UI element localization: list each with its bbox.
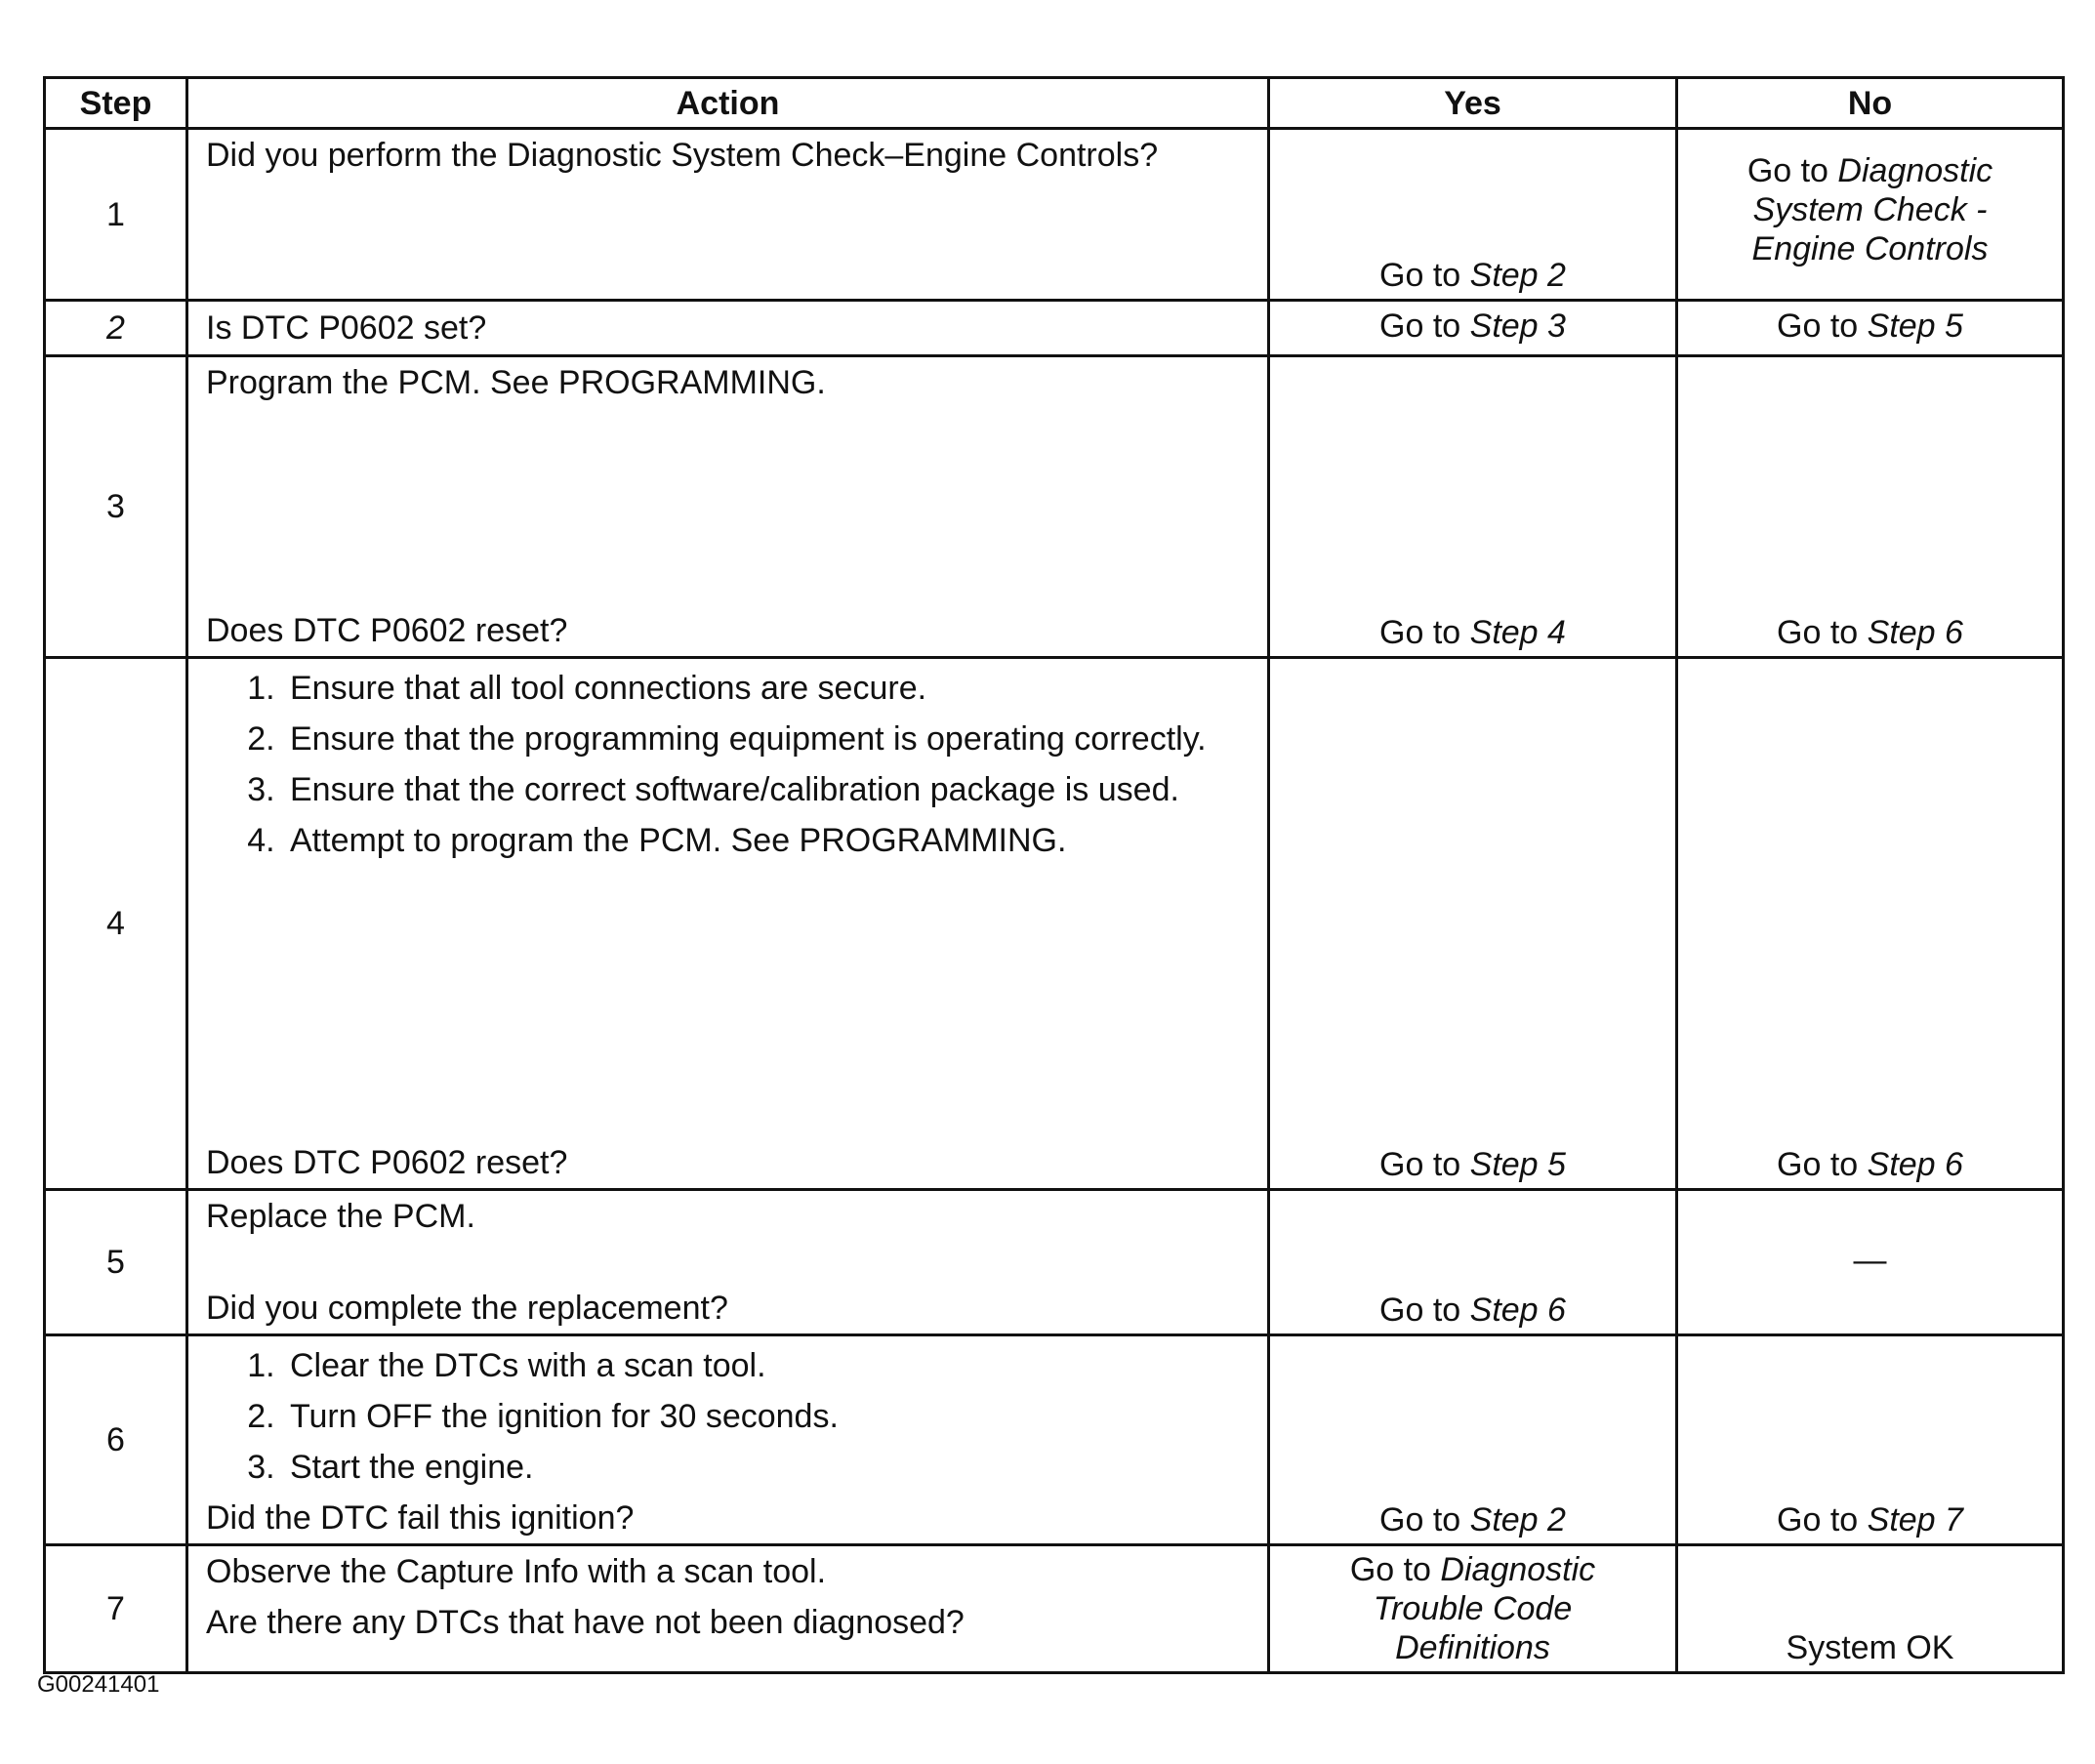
step-number: 4 [45,658,187,1190]
diagnostic-table [43,76,2065,1674]
no-link[interactable]: Step 7 [1867,1501,1963,1538]
table-row [45,658,2064,1190]
action-cell [187,658,1269,1190]
yes-cell [1269,658,1677,1190]
step-number: 7 [45,1545,187,1673]
action-steps-list [206,1346,1250,1498]
action-cell [187,1335,1269,1545]
no-cell [1677,658,2064,1190]
header-action: Action [187,78,1269,129]
yes-link[interactable]: Step 5 [1469,1146,1566,1183]
action-prompt: Did you perform the Diagnostic System Check–Engine Controls? [206,137,1159,174]
action-cell [187,1190,1269,1335]
table-row [45,301,2064,356]
list-item: 2. Ensure that the programming equipment is operating correctly. [284,719,1250,759]
no-link[interactable]: Step 6 [1867,614,1963,651]
step-number: 5 [45,1190,187,1335]
no-cell [1677,356,2064,658]
yes-cell [1269,1335,1677,1545]
action-prompt: Replace the PCM. [206,1198,475,1235]
no-prefix: Go to [1777,308,1868,345]
yes-cell [1269,301,1677,356]
action-cell [187,301,1269,356]
no-cell [1677,301,2064,356]
no-prefix: Go to [1777,614,1868,651]
yes-cell [1269,1190,1677,1335]
yes-prefix: Go to [1379,614,1470,651]
yes-cell [1269,129,1677,301]
no-prefix: Go to [1777,1501,1868,1538]
table-row [45,129,2064,301]
yes-link[interactable]: Diagnostic Trouble Code Definitions [1373,1551,1596,1666]
action-question: Does DTC P0602 reset? [206,612,568,649]
action-cell [187,356,1269,658]
no-cell [1677,1335,2064,1545]
action-prompt: Program the PCM. See PROGRAMMING. [206,364,826,401]
action-prompt: Observe the Capture Info with a scan tool. [206,1553,827,1590]
yes-link[interactable]: Step 4 [1469,614,1566,651]
no-cell [1677,129,2064,301]
step-number: 6 [45,1335,187,1545]
list-item: 1. Clear the DTCs with a scan tool. [284,1346,1250,1385]
yes-link[interactable]: Step 2 [1469,1501,1566,1538]
yes-prefix: Go to [1379,1292,1470,1329]
action-question: Does DTC P0602 reset? [206,1144,568,1181]
yes-link[interactable]: Step 3 [1469,308,1566,345]
header-row [45,78,2064,129]
action-cell [187,1545,1269,1673]
no-prefix: Go to [1777,1146,1868,1183]
header-yes: Yes [1269,78,1677,129]
step-number: 3 [45,356,187,658]
no-link[interactable]: Diagnostic System Check - Engine Controls [1751,152,1993,267]
action-question: Are there any DTCs that have not been diagnosed? [206,1604,965,1641]
list-item: 3. Start the engine. [284,1448,1250,1487]
action-question: Did the DTC fail this ignition? [206,1499,635,1537]
no-cell: — [1677,1190,2064,1335]
list-item: 3. Ensure that the correct software/calibration package is used. [284,770,1250,809]
yes-link[interactable]: Step 2 [1469,257,1566,294]
yes-prefix: Go to [1379,1146,1470,1183]
table-row [45,1190,2064,1335]
yes-cell [1269,1545,1677,1673]
yes-cell [1269,356,1677,658]
action-question: Did you complete the replacement? [206,1290,728,1327]
action-prompt: Is DTC P0602 set? [206,309,487,347]
yes-prefix: Go to [1379,1501,1470,1538]
table-row [45,1335,2064,1545]
list-item: 2. Turn OFF the ignition for 30 seconds. [284,1397,1250,1436]
action-cell [187,129,1269,301]
list-item: 4. Attempt to program the PCM. See PROGRAMMING. [284,821,1250,860]
yes-prefix: Go to [1379,257,1470,294]
header-step: Step [45,78,187,129]
table-row [45,356,2064,658]
no-link[interactable]: Step 6 [1867,1146,1963,1183]
step-number: 2 [45,301,187,356]
no-link[interactable]: Step 5 [1867,308,1963,345]
no-prefix: Go to [1746,152,1838,189]
figure-id: G00241401 [37,1671,160,1698]
action-steps-list [206,669,1250,872]
yes-prefix: Go to [1349,1551,1441,1588]
list-item: 1. Ensure that all tool connections are secure. [284,669,1250,708]
yes-prefix: Go to [1379,308,1470,345]
no-cell: System OK [1677,1545,2064,1673]
table-row [45,1545,2064,1673]
header-no: No [1677,78,2064,129]
yes-link[interactable]: Step 6 [1469,1292,1566,1329]
step-number: 1 [45,129,187,301]
